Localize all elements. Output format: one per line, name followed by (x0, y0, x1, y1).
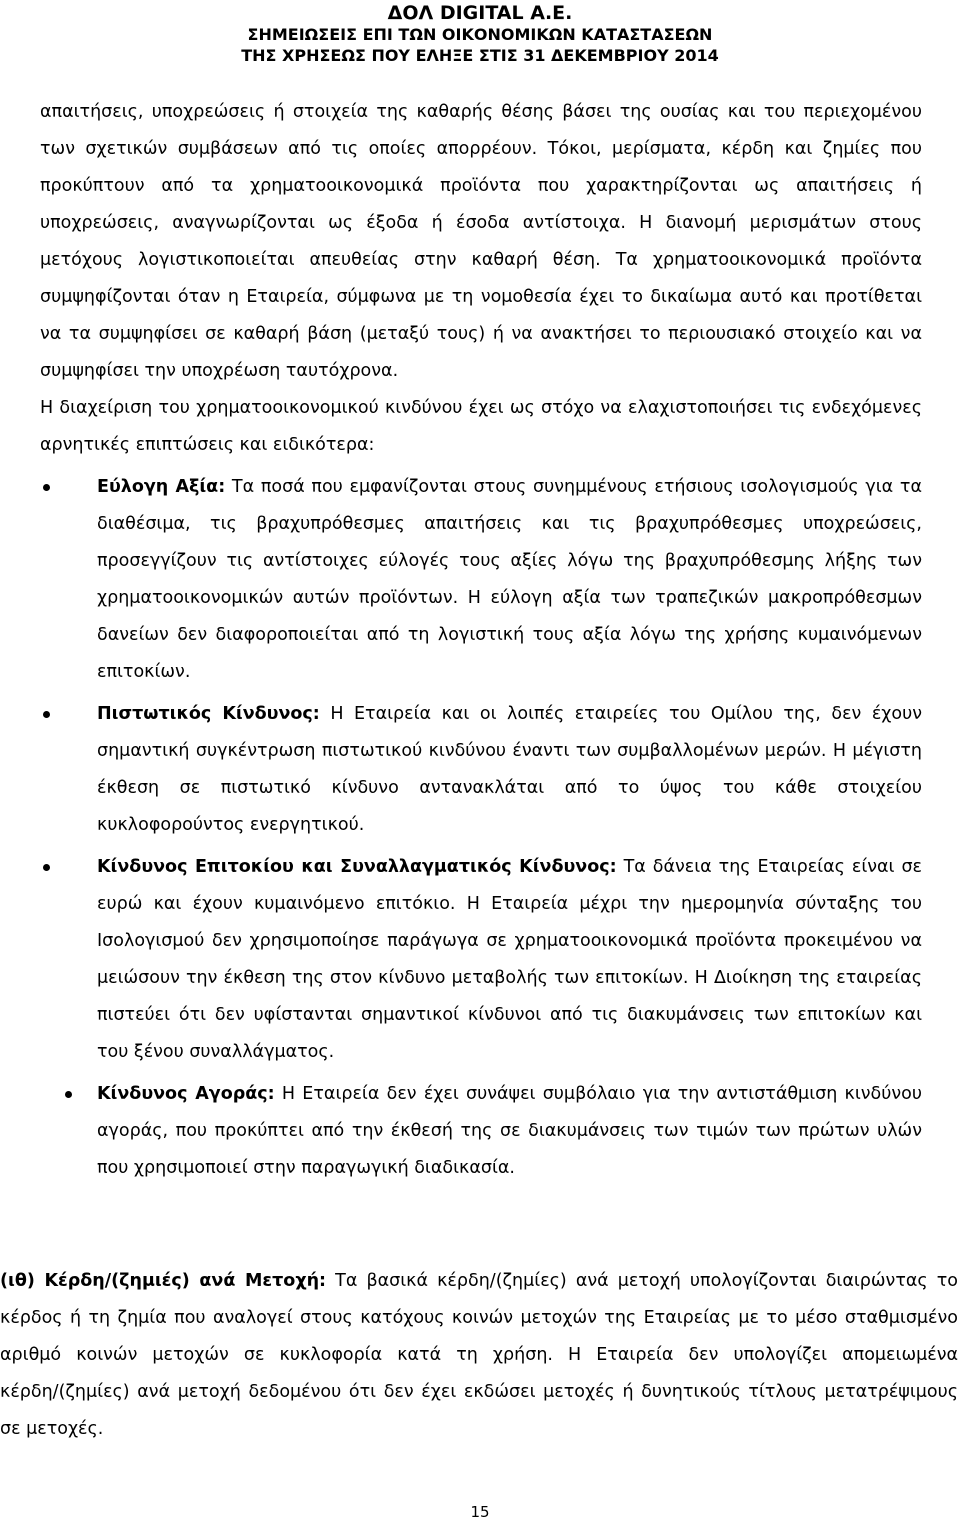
document-header (0, 2, 960, 66)
section-text: Τα βασικά κέρδη/(ζημίες) ανά μετοχή υπολογίζονται διαιρώντας το κέρδος ή τη ζημία που αναλογεί στους κατόχους κοινών μετοχών της Εταιρείας με το μέσο σταθμισμένο αριθμό κοινών μετοχών σε κυκλοφορία κατά τη χρήση. Η Εταιρεία δεν υπολογίζει απομειωμένα κέρδη/(ζημίες) ανά μετοχή δεδομένου ότι δεν έχει εκδώσει μετοχές ή δυνητικούς τίτλους μετατρέψιμους σε μετοχές. (0, 1271, 958, 1439)
list-item (40, 696, 922, 844)
bullet-title: Εύλογη Αξία: (97, 477, 226, 497)
company-name: ΔΟΛ DIGITAL Α.Ε. (387, 2, 573, 24)
bullet-icon (43, 864, 50, 871)
bullet-text: Η Εταιρεία και οι λοιπές εταιρείες του Ομίλου της, δεν έχουν σημαντική συγκέντρωση πιστωτικού κινδύνου έναντι των συμβαλλομένων μερών. Η μέγιστη έκθεση σε πιστωτικό κίνδυνο αντανακλάται από το ύψος του κάθε στοιχείου κυκλοφορούντος ενεργητικού. (97, 704, 922, 835)
bullet-icon (65, 1091, 72, 1098)
fiscal-year-title: ΤΗΣ ΧΡΗΣΕΩΣ ΠΟΥ ΕΛΗΞΕ ΣΤΙΣ 31 ΔΕΚΕΜΒΡΙΟΥ 2014 (241, 46, 719, 65)
section-earnings-per-share (0, 1263, 958, 1448)
list-item (40, 469, 922, 691)
bullet-title: Πιστωτικός Κίνδυνος: (97, 704, 320, 724)
bullet-text: Τα δάνεια της Εταιρείας είναι σε ευρώ και έχουν κυμαινόμενο επιτόκιο. Η Εταιρεία μέχρι την ημερομηνία σύνταξης του Ισολογισμού δεν χρησιμοποίησε παράγωγα σε χρηματοοικονομικά προϊόντα προκειμένου να μειώσουν την έκθεση της στον κίνδυνο μεταβολής των επιτοκίων. Η Διοίκηση της εταιρείας πιστεύει ότι δεν υφίστανται σημαντικοί κίνδυνοι από τις διακυμάνσεις των επιτοκίων και του ξένου συναλλάγματος. (97, 857, 922, 1062)
bullet-title: Κίνδυνος Επιτοκίου και Συναλλαγματικός Κίνδυνος: (97, 857, 617, 877)
bullet-icon (43, 711, 50, 718)
intro-paragraph: απαιτήσεις, υποχρεώσεις ή στοιχεία της καθαρής θέσης βάσει της ουσίας και του περιεχομένου των σχετικών συμβάσεων από τις οποίες απορρέουν. Τόκοι, μερίσματα, κέρδη και ζημίες που προκύπτουν από τα χρηματοοικονομικά προϊόντα που χαρακτηρίζονται ως απαιτήσεις ή υποχρεώσεις, αναγνωρίζονται ως έξοδα ή έσοδα αντίστοιχα. Η διανομή μερισμάτων στους μετόχους λογιστικοποιείται απευθείας στην καθαρή θέση. Τα χρηματοοικονομικά προϊόντα συμψηφίζονται όταν η Εταιρεία, σύμφωνα με τη νομοθεσία έχει το δικαίωμα αυτό και προτίθεται να τα συμψηφίσει σε καθαρή βάση (μεταξύ τους) ή να ανακτήσει το περιουσιακό στοιχείο και να συμψηφίσει την υποχρέωση ταυτόχρονα. (40, 102, 922, 381)
section-title: (ιθ) Κέρδη/(ζημιές) ανά Μετοχή: (0, 1271, 327, 1291)
bullet-icon (43, 484, 50, 491)
risk-intro-paragraph: Η διαχείριση του χρηματοοικονομικού κινδύνου έχει ως στόχο να ελαχιστοποιήσει τις ενδεχόμενες αρνητικές επιπτώσεις και ειδικότερα: (40, 398, 922, 455)
document-body (40, 94, 922, 1187)
bullet-text: Τα ποσά που εμφανίζονται στους συνημμένους ετήσιους ισολογισμούς για τα διαθέσιμα, τις βραχυπρόθεσμες απαιτήσεις και τις βραχυπρόθεσμες υποχρεώσεις, προσεγγίζουν τις αντίστοιχες εύλογές τους αξίες λόγω της βραχυπρόθεσμης λήξης των χρηματοοικονομικών αυτών προϊόντων. Η εύλογη αξία των τραπεζικών μακροπρόθεσμων δανείων δεν διαφοροποιείται από τη λογιστική τους αξία λόγω της χρήσης κυμαινόμενων επιτοκίων. (97, 477, 922, 682)
notes-title: ΣΗΜΕΙΩΣΕΙΣ ΕΠΙ ΤΩΝ ΟΙΚΟΝΟΜΙΚΩΝ ΚΑΤΑΣΤΑΣΕΩΝ (247, 25, 713, 44)
bullet-title: Κίνδυνος Αγοράς: (97, 1084, 275, 1104)
bullet-text: Η Εταιρεία δεν έχει συνάψει συμβόλαιο για την αντιστάθμιση κινδύνου αγοράς, που προκύπτει από την έκθεσή της σε διακυμάνσεις των τιμών των πρώτων υλών που χρησιμοποιεί στην παραγωγική διαδικασία. (97, 1084, 922, 1178)
risk-list (40, 469, 922, 1187)
list-item (40, 849, 922, 1071)
list-item (40, 1076, 922, 1187)
page-number: 15 (470, 1503, 490, 1521)
